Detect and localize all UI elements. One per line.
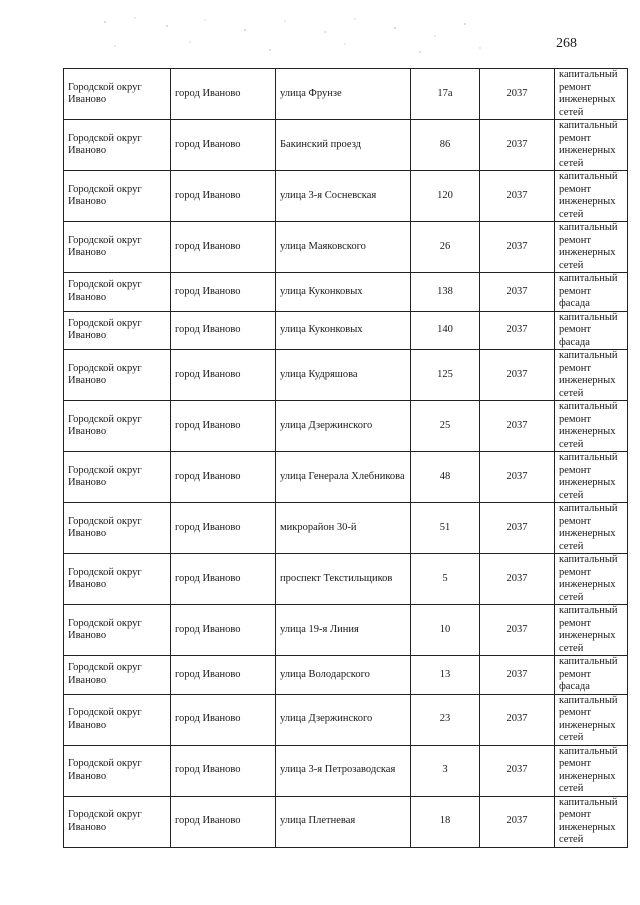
- table-row: [64, 69, 628, 120]
- cell-street: улица Плетневая: [276, 796, 411, 847]
- cell-work-type: капитальный ремонт инженерных сетей: [555, 120, 628, 171]
- cell-house-number: 17а: [411, 69, 480, 120]
- cell-city: город Иваново: [171, 350, 276, 401]
- cell-year: 2037: [480, 69, 555, 120]
- cell-city: город Иваново: [171, 69, 276, 120]
- cell-okrug: Городской округ Иваново: [64, 656, 171, 695]
- cell-city: город Иваново: [171, 171, 276, 222]
- page-number: 268: [556, 36, 577, 51]
- cell-work-type: капитальный ремонт фасада: [555, 656, 628, 695]
- cell-work-type: капитальный ремонт инженерных сетей: [555, 350, 628, 401]
- cell-work-type: капитальный ремонт инженерных сетей: [555, 554, 628, 605]
- cell-street: улица Володарского: [276, 656, 411, 695]
- cell-work-type: капитальный ремонт фасада: [555, 311, 628, 350]
- table-row: [64, 796, 628, 847]
- cell-work-type: капитальный ремонт инженерных сетей: [555, 452, 628, 503]
- cell-house-number: 86: [411, 120, 480, 171]
- cell-work-type: капитальный ремонт инженерных сетей: [555, 796, 628, 847]
- cell-house-number: 25: [411, 401, 480, 452]
- cell-okrug: Городской округ Иваново: [64, 452, 171, 503]
- table-row: [64, 605, 628, 656]
- cell-street: улица Дзержинского: [276, 694, 411, 745]
- cell-city: город Иваново: [171, 120, 276, 171]
- cell-street: улица Куконковых: [276, 311, 411, 350]
- cell-year: 2037: [480, 452, 555, 503]
- cell-work-type: капитальный ремонт инженерных сетей: [555, 171, 628, 222]
- cell-house-number: 10: [411, 605, 480, 656]
- cell-house-number: 23: [411, 694, 480, 745]
- table-row: [64, 694, 628, 745]
- cell-work-type: капитальный ремонт инженерных сетей: [555, 694, 628, 745]
- cell-house-number: 51: [411, 503, 480, 554]
- cell-year: 2037: [480, 401, 555, 452]
- cell-street: улица 3-я Сосневская: [276, 171, 411, 222]
- cell-work-type: капитальный ремонт инженерных сетей: [555, 605, 628, 656]
- table-row: [64, 554, 628, 605]
- cell-year: 2037: [480, 605, 555, 656]
- registry-table: [63, 68, 628, 848]
- table-row: [64, 401, 628, 452]
- cell-year: 2037: [480, 796, 555, 847]
- table-row: [64, 273, 628, 312]
- cell-year: 2037: [480, 171, 555, 222]
- cell-okrug: Городской округ Иваново: [64, 503, 171, 554]
- cell-house-number: 3: [411, 745, 480, 796]
- cell-year: 2037: [480, 120, 555, 171]
- cell-work-type: капитальный ремонт инженерных сетей: [555, 745, 628, 796]
- cell-street: Бакинский проезд: [276, 120, 411, 171]
- table-row: [64, 745, 628, 796]
- cell-work-type: капитальный ремонт инженерных сетей: [555, 222, 628, 273]
- cell-work-type: капитальный ремонт фасада: [555, 273, 628, 312]
- cell-okrug: Городской округ Иваново: [64, 605, 171, 656]
- scan-noise-decoration: [95, 12, 485, 60]
- cell-city: город Иваново: [171, 796, 276, 847]
- cell-okrug: Городской округ Иваново: [64, 694, 171, 745]
- cell-okrug: Городской округ Иваново: [64, 273, 171, 312]
- cell-city: город Иваново: [171, 222, 276, 273]
- cell-work-type: капитальный ремонт инженерных сетей: [555, 503, 628, 554]
- table-row: [64, 452, 628, 503]
- cell-house-number: 13: [411, 656, 480, 695]
- cell-year: 2037: [480, 745, 555, 796]
- cell-year: 2037: [480, 694, 555, 745]
- cell-street: улица 3-я Петрозаводская: [276, 745, 411, 796]
- table-row: [64, 656, 628, 695]
- cell-street: улица Куконковых: [276, 273, 411, 312]
- cell-street: улица Генерала Хлебникова: [276, 452, 411, 503]
- cell-work-type: капитальный ремонт инженерных сетей: [555, 69, 628, 120]
- cell-street: проспект Текстильщиков: [276, 554, 411, 605]
- cell-city: город Иваново: [171, 605, 276, 656]
- cell-street: улица Кудряшова: [276, 350, 411, 401]
- cell-city: город Иваново: [171, 452, 276, 503]
- cell-city: город Иваново: [171, 273, 276, 312]
- table-row: [64, 171, 628, 222]
- cell-year: 2037: [480, 311, 555, 350]
- cell-house-number: 120: [411, 171, 480, 222]
- cell-year: 2037: [480, 273, 555, 312]
- cell-city: город Иваново: [171, 554, 276, 605]
- cell-okrug: Городской округ Иваново: [64, 401, 171, 452]
- cell-year: 2037: [480, 350, 555, 401]
- cell-house-number: 125: [411, 350, 480, 401]
- cell-okrug: Городской округ Иваново: [64, 69, 171, 120]
- cell-okrug: Городской округ Иваново: [64, 350, 171, 401]
- table-row: [64, 350, 628, 401]
- registry-table-body: [64, 69, 628, 848]
- cell-street: улица Фрунзе: [276, 69, 411, 120]
- cell-house-number: 140: [411, 311, 480, 350]
- cell-year: 2037: [480, 656, 555, 695]
- cell-year: 2037: [480, 222, 555, 273]
- cell-house-number: 48: [411, 452, 480, 503]
- table-row: [64, 120, 628, 171]
- cell-street: улица Маяковского: [276, 222, 411, 273]
- cell-okrug: Городской округ Иваново: [64, 171, 171, 222]
- cell-street: улица Дзержинского: [276, 401, 411, 452]
- cell-city: город Иваново: [171, 745, 276, 796]
- cell-work-type: капитальный ремонт инженерных сетей: [555, 401, 628, 452]
- cell-okrug: Городской округ Иваново: [64, 796, 171, 847]
- table-row: [64, 222, 628, 273]
- cell-street: микрорайон 30-й: [276, 503, 411, 554]
- cell-city: город Иваново: [171, 401, 276, 452]
- cell-year: 2037: [480, 554, 555, 605]
- cell-city: город Иваново: [171, 503, 276, 554]
- table-row: [64, 311, 628, 350]
- cell-house-number: 18: [411, 796, 480, 847]
- cell-okrug: Городской округ Иваново: [64, 222, 171, 273]
- cell-city: город Иваново: [171, 311, 276, 350]
- table-row: [64, 503, 628, 554]
- cell-house-number: 5: [411, 554, 480, 605]
- cell-okrug: Городской округ Иваново: [64, 120, 171, 171]
- cell-street: улица 19-я Линия: [276, 605, 411, 656]
- cell-okrug: Городской округ Иваново: [64, 311, 171, 350]
- cell-year: 2037: [480, 503, 555, 554]
- cell-house-number: 26: [411, 222, 480, 273]
- cell-okrug: Городской округ Иваново: [64, 745, 171, 796]
- cell-city: город Иваново: [171, 694, 276, 745]
- cell-city: город Иваново: [171, 656, 276, 695]
- cell-okrug: Городской округ Иваново: [64, 554, 171, 605]
- cell-house-number: 138: [411, 273, 480, 312]
